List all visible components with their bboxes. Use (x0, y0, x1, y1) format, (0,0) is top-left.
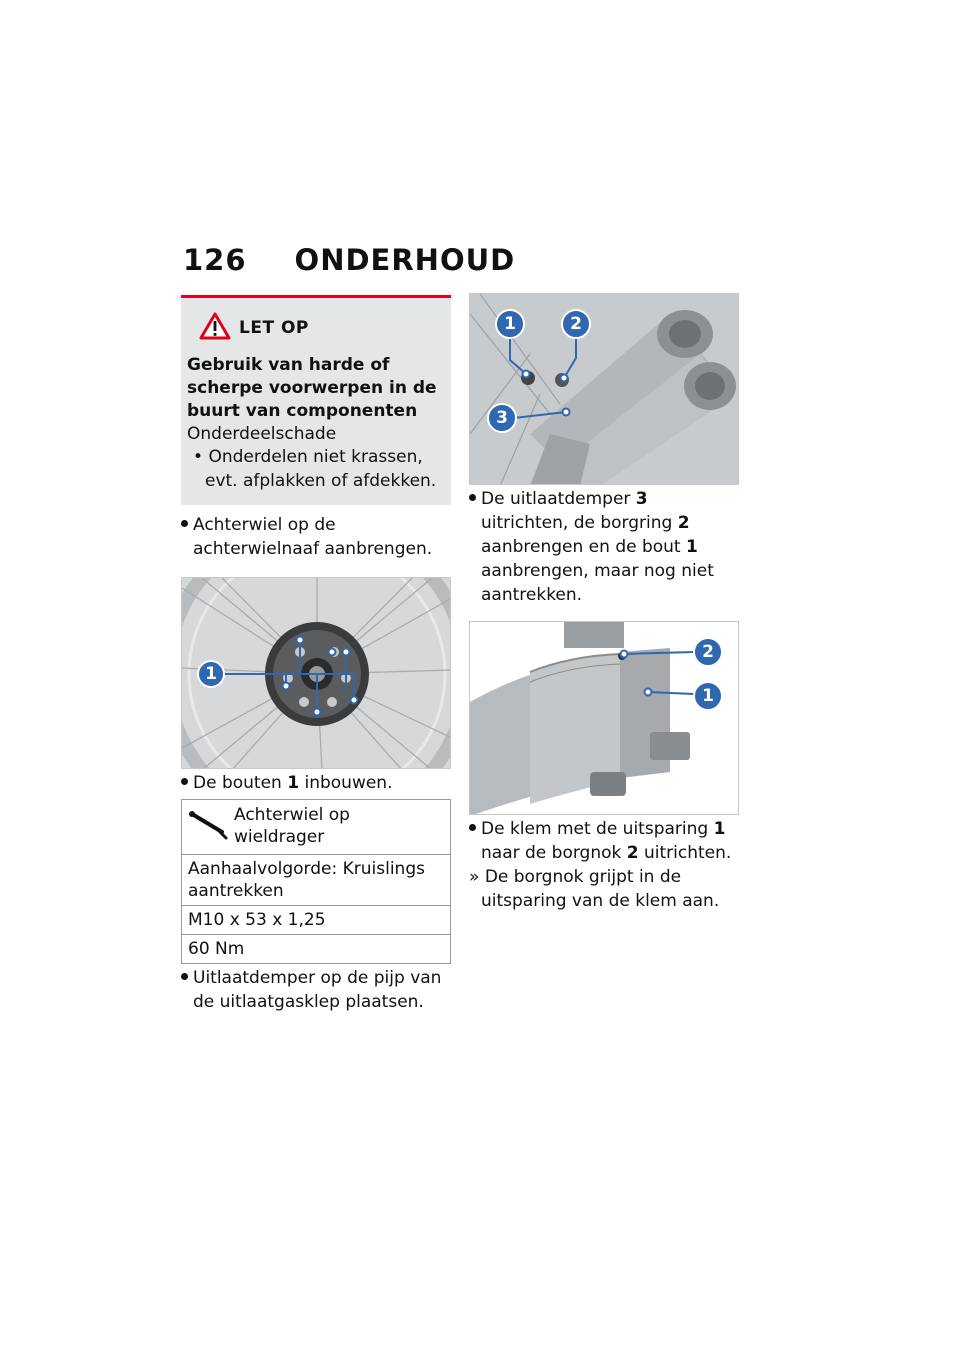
spec-torque: 60 Nm (182, 934, 450, 963)
warning-triangle-icon (199, 312, 231, 344)
step-align-clamp-text-a: De klem met de uitsparing (481, 819, 714, 839)
bullet-icon (181, 973, 188, 980)
spec-tool-row (182, 800, 450, 854)
step-align-muffler (469, 487, 739, 607)
right-column (469, 293, 739, 913)
step-place-muffler (181, 966, 451, 1014)
torque-wrench-icon (188, 804, 228, 848)
page-number: 126 (183, 243, 247, 277)
step-mount-wheel (181, 513, 451, 561)
step-align-muffler-ref-3: 3 (635, 489, 648, 509)
step-install-bolts (181, 771, 451, 795)
figure-clamp-detail (469, 621, 739, 815)
step-align-clamp-ref-1: 1 (713, 819, 726, 839)
bullet-icon (469, 494, 476, 501)
torque-spec-table (181, 799, 451, 964)
warning-title: LET OP (239, 318, 309, 338)
step-align-muffler-ref-1: 1 (686, 537, 698, 557)
step-mount-wheel-text: Achterwiel op de achterwielnaaf aanbrengen. (193, 515, 433, 559)
spec-sequence: Aanhaalvolgorde: Kruislings aantrekken (182, 854, 450, 905)
warning-header (199, 312, 443, 344)
warning-cause: Gebruik van harde of scherpe voorwerpen in de buurt van componenten (187, 355, 437, 421)
bullet-icon (181, 520, 188, 527)
step-align-muffler-text-b: uitrichten, de borgring (481, 513, 678, 533)
step-align-muffler-text-a: De uitlaatdemper (481, 489, 636, 509)
step-align-clamp (469, 817, 739, 865)
left-column (181, 295, 451, 1014)
spec-thread: M10 x 53 x 1,25 (182, 905, 450, 934)
step-align-clamp-text-b: naar de borgnok (481, 843, 627, 863)
callout-1: 1 (205, 664, 217, 684)
clamp-illustration (470, 622, 739, 815)
spec-tool: Achterwiel op wieldrager (234, 805, 350, 847)
page-header (183, 243, 515, 277)
step-install-bolts-text-end: inbouwen. (299, 773, 393, 793)
warning-remedy: • Onderdelen niet krassen, evt. afplakken of afdekken. (193, 447, 437, 491)
result-text: De borgnok grijpt in de uitsparing van de klem aan. (481, 867, 720, 911)
callout-2: 2 (570, 314, 582, 334)
warning-remedy-text: Onderdelen niet krassen, evt. afplakken of afdekken. (205, 447, 437, 491)
bullet-icon (181, 778, 188, 785)
result-note (469, 865, 739, 913)
bullet-icon (469, 824, 476, 831)
rear-wheel-illustration (182, 578, 451, 769)
step-align-clamp-ref-2: 2 (626, 843, 639, 863)
step-install-bolts-text: De bouten (193, 773, 288, 793)
step-place-muffler-text: Uitlaatdemper op de pijp van de uitlaatgasklep plaatsen. (193, 968, 442, 1012)
step-align-muffler-text-d: aanbrengen, maar nog niet aantrekken. (481, 561, 714, 605)
figure-rear-wheel-hub (181, 577, 451, 769)
step-align-muffler-ref-2: 2 (677, 513, 690, 533)
callout-3: 3 (496, 408, 508, 428)
chapter-title: ONDERHOUD (294, 243, 516, 277)
step-align-muffler-text-c: aanbrengen en de bout (481, 537, 687, 557)
step-align-clamp-text-c: uitrichten. (638, 843, 732, 863)
figure-exhaust-mufflers (469, 293, 739, 485)
result-arrow-icon: » (469, 867, 485, 887)
warning-box (181, 295, 451, 505)
warning-consequence: Onderdeelschade (187, 424, 337, 444)
callout-1: 1 (504, 314, 516, 334)
callout-1: 1 (702, 686, 714, 706)
callout-2: 2 (702, 642, 714, 662)
step-install-bolts-ref: 1 (287, 773, 300, 793)
